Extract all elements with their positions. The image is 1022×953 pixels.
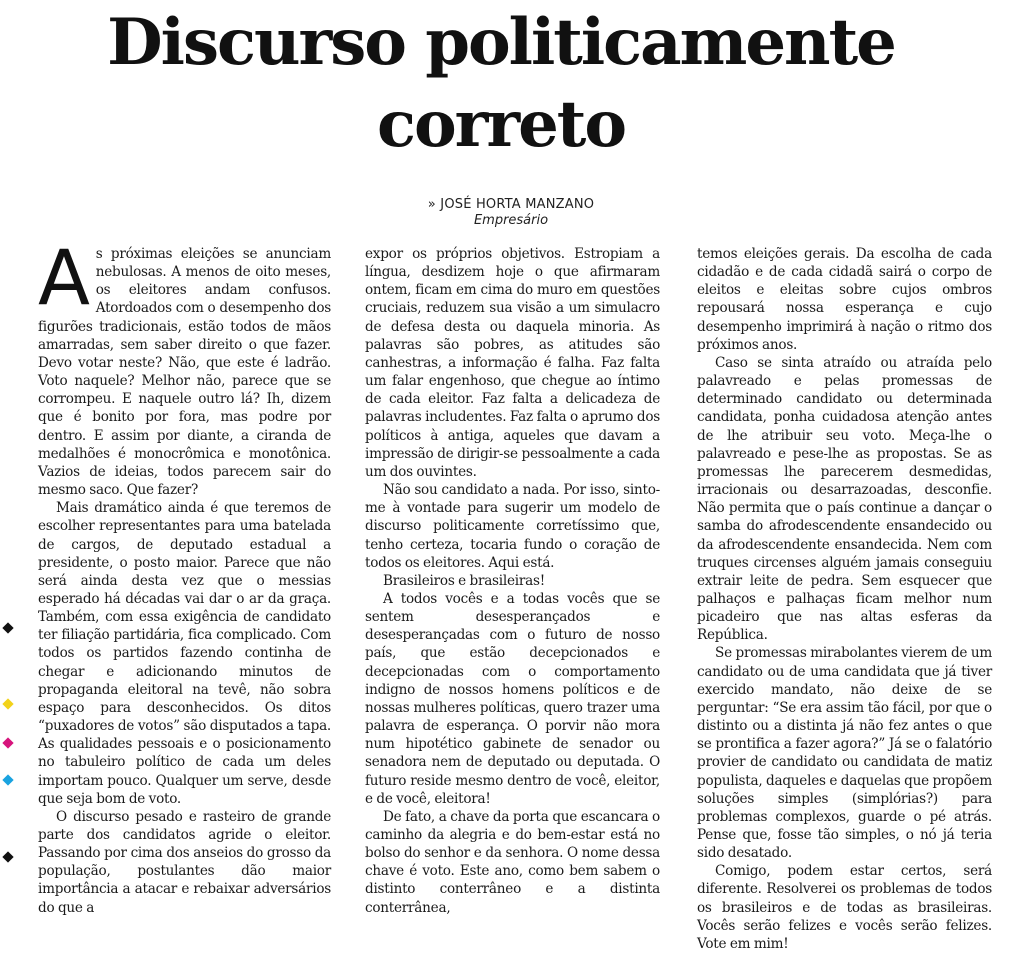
paragraph: Mais dramático ainda é que teremos de escolher representantes para uma batelada de cargos, de deputado estadual a presidente, o posto maior. Parece que não será ainda desta vez que o messias esperado há décadas vai dar o ar da graça. Também, com essa exigência de candidato ter filiação partidária, fica complicado. Com todos os partidos fazendo continha de chegar e adicionando minutos de propaganda eleitoral na tevê, não sobra espaço para desconhecidos. Os ditos “puxadores de votos” são disputados a tapa. As qualidades pessoais e o posicionamento no tabuleiro político de cada um deles importam pouco. Qualquer um serve, desde que seja bom de voto.	[38, 500, 331, 807]
paragraph: Comigo, podem estar certos, será diferente. Resolverei os problemas de todos os brasileiros e de todas as brasileiras. Vocês serão felizes e vocês serão felizes. Vote em mim!	[697, 863, 992, 952]
byline-author: » JOSÉ HORTA MANZANO	[427, 197, 595, 212]
paragraph: Se promessas mirabolantes vierem de um candidato ou de uma candidata que já tiver exercido mandato, não deixe de se perguntar: “Se era assim tão fácil, por que o distinto ou a distinta já não fez antes o que se prontifica a fazer agora?” Já se o falatório provier de candidato ou candidata de matiz populista, daqueles e daquelas que propõem soluções simples (simplórias?) para problemas complexos, guarde o pé atrás. Pense que, fosse tão simples, o nó já teria sido desatado.	[697, 645, 992, 862]
registration-mark-icon	[2, 698, 13, 709]
paragraph: s próximas eleições se anunciam nebulosas. A menos de oito meses, os eleitores andam confusos. Atordoados com o desempenho dos figurões tradicionais, estão todos de mãos amarradas, sem saber direito o que fazer. Devo votar neste? Não, que este é ladrão. Voto naquele? Melhor não, parece que se corrompeu. E naquele outro lá? Ih, dizem que é bonito por fora, mas podre por dentro. E assim por diante, a ciranda de medalhões é monocrômica e monotônica. Vazios de ideias, todos parecem sair do mesmo saco. Que fazer?	[38, 246, 331, 499]
registration-mark-icon	[2, 737, 13, 748]
headline	[0, 2, 1002, 166]
drop-cap: A	[38, 233, 90, 322]
registration-mark-icon	[2, 622, 13, 633]
paragraph: A todos vocês e a todas vocês que se sentem desesperançados e desesperançadas com o futuro de nosso país, que estão decepcionados e decepcionadas com o comportamento indigno de nossos homens políticos e de nossas mulheres políticas, quero trazer uma palavra de esperança. O porvir não mora num hipotético gabinete de senador ou senadora nem de deputado ou deputada. O futuro reside mesmo dentro de você, eleitor, e de você, eleitora!	[365, 590, 660, 807]
headline-line-2: correto	[376, 87, 626, 162]
byline	[0, 197, 1022, 229]
byline-role: Empresário	[473, 213, 549, 228]
paragraph: Não sou candidato a nada. Por isso, sinto-me à vontade para sugerir um modelo de discurso politicamente corretíssimo que, tenho certeza, tocaria fundo o coração de todos os eleitores. Aqui está.	[365, 482, 660, 571]
article-column-3	[697, 245, 992, 952]
article-column-2	[365, 245, 660, 916]
paragraph: Caso se sinta atraído ou atraída pelo palavreado e pelas promessas de determinado candidato ou determinada candidata, ponha cuidadosa atenção antes de lhe atribuir seu voto. Meça-lhe o palavreado e pese-lhe as propostas. Se as promessas lhe parecerem desmedidas, irracionais ou desarrazoadas, desconfie. Não permita que o país continue a dançar o samba do afrodescendente ensandecido ou da afrodescendente ensandecida. Nem com truques circenses alguém jamais conseguiu extrair leite de pedra. Sem esquecer que palhaços e palhaças ficam melhor num picadeiro que nas altas esferas da República.	[697, 354, 992, 644]
registration-mark-icon	[2, 774, 13, 785]
article-column-1	[38, 233, 331, 916]
paragraph: expor os próprios objetivos. Estropiam a língua, desdizem hoje o que afirmaram ontem, ficam em cima do muro em questões cruciais, reduzem sua visão a um simulacro de defesa desta ou daquela minoria. As palavras são pobres, as atitudes são canhestras, a informação é falha. Faz falta um falar engenhoso, que chegue ao íntimo de cada eleitor. Faz falta a delicadeza de palavras includentes. Faz falta o aprumo dos políticos à antiga, aqueles que davam a impressão de dirigir-se pessoalmente a cada um dos ouvintes.	[365, 246, 660, 480]
paragraph: De fato, a chave da porta que escancara o caminho da alegria e do bem-estar está no bolso do senhor e da senhora. O nome dessa chave é voto. Este ano, como bem sabem o distinto conterrâneo e a distinta conterrânea,	[365, 808, 660, 916]
paragraph: Brasileiros e brasileiras!	[383, 572, 545, 589]
paragraph: temos eleições gerais. Da escolha de cada cidadão e de cada cidadã sairá o corpo de eleitos e eleitas sobre cujos ombros repousará nossa esperança e cujo desempenho imprimirá à nação o ritmo dos próximos anos.	[697, 246, 992, 353]
registration-mark-icon	[2, 851, 13, 862]
paragraph: O discurso pesado e rasteiro de grande parte dos candidatos agride o eleitor. Passando por cima dos anseios do grosso da população, postulantes dão maior importância a atacar e rebaixar adversários do que a	[38, 808, 331, 916]
headline-line-1: Discurso politicamente	[107, 5, 895, 80]
